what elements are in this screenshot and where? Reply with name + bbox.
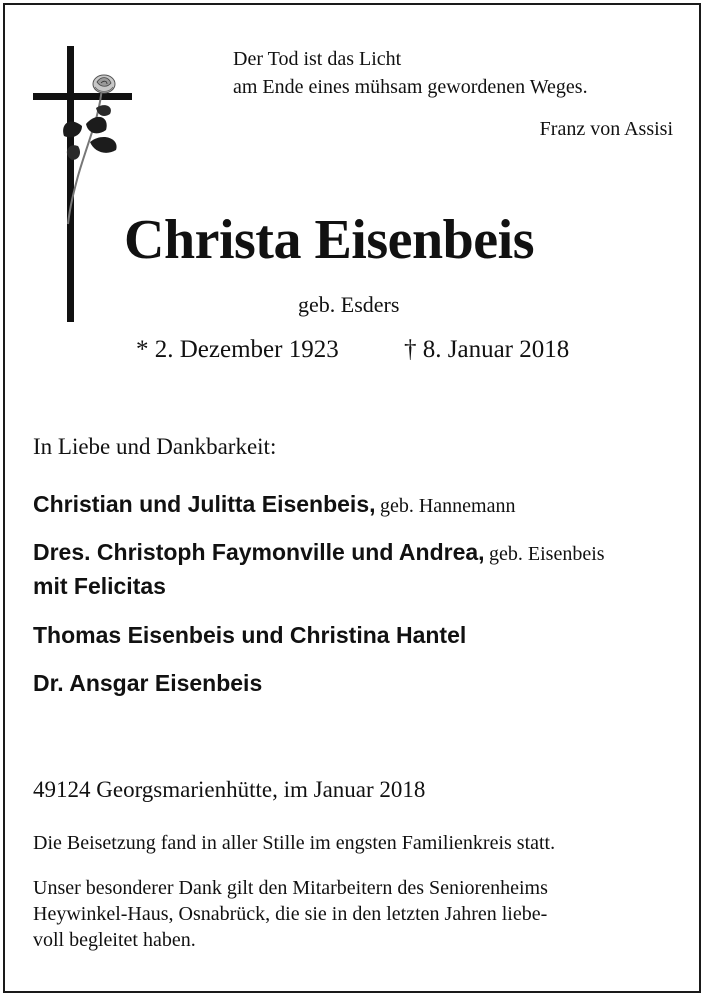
birth-date: * 2. Dezember 1923 [136,336,339,363]
mourner-line-1 [33,491,515,518]
mourner-3-name: Thomas Eisenbeis und Christina Hantel [33,622,467,648]
mourners-intro: In Liebe und Dankbarkeit: [33,434,277,459]
maiden-name: geb. Esders [298,292,400,317]
quote-line-2: am Ende eines mühsam gewordenen Weges. [233,76,588,98]
mourner-2-suffix: geb. Eisenbeis [489,543,605,565]
mourner-1-name: Christian und Julitta Eisenbeis, [33,491,376,517]
cross-with-rose-icon [30,46,140,326]
mourner-1-suffix: geb. Hannemann [379,495,516,517]
deceased-name: Christa Eisenbeis [124,209,534,271]
quote-line-1: Der Tod ist das Licht [233,48,402,70]
death-date: † 8. Januar 2018 [404,336,570,363]
thanks-line-2: Heywinkel-Haus, Osnabrück, die sie in den letzten Jahren liebe- [33,903,548,925]
mourner-2-name: Dres. Christoph Faymonville und Andrea, [33,539,485,565]
quote-author: Franz von Assisi [539,118,673,140]
thanks-line-1: Unser besonderer Dank gilt den Mitarbeitern des Seniorenheims [33,877,548,899]
funeral-note: Die Beisetzung fand in aller Stille im engsten Familienkreis statt. [33,832,556,854]
thanks-line-3: voll begleitet haben. [33,929,196,951]
mourner-line-2 [33,539,605,566]
place-date: 49124 Georgsmarienhütte, im Januar 2018 [33,777,426,802]
mourner-2-line2: mit Felicitas [33,573,166,599]
mourner-4-name: Dr. Ansgar Eisenbeis [33,670,263,696]
